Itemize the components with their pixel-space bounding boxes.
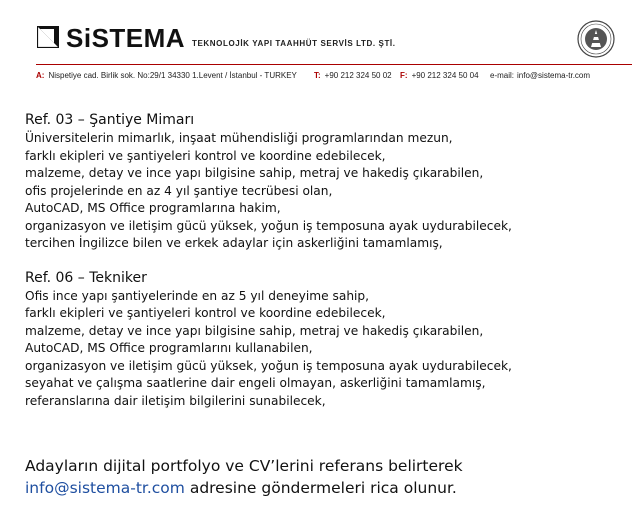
telephone: T: +90 212 324 50 02 [314,71,392,80]
job-title: Ref. 06 – Tekniker [25,269,147,286]
apply-email-link[interactable]: info@sistema-tr.com [25,479,185,497]
job-requirement: seyahat ve çalışma saatlerine dair engeli olmayan, askerliğini tamamlamış, [25,376,486,390]
job-requirement: malzeme, detay ve ince yapı bilgisine sahip, metraj ve hakediş çıkarabilen, [25,166,484,180]
fax: F: +90 212 324 50 04 [400,71,479,80]
job-requirement: malzeme, detay ve ince yapı bilgisine sahip, metraj ve hakediş çıkarabilen, [25,323,484,338]
company-name: SiSTEMA [66,23,186,53]
job-requirement: organizasyon ve iletişim gücü yüksek, yoğun iş temposuna ayak uydurabilecek, [25,358,512,373]
letterhead [0,0,640,90]
job-listings [25,110,625,410]
job-posting-ref-06 [25,268,625,411]
job-requirement: farklı ekipleri ve şantiyeleri kontrol ve koordine edebilecek, [25,148,386,163]
certification-seal-icon [577,20,615,58]
closing-line-2 [25,477,625,499]
job-requirement: AutoCAD, MS Office programlarını kullanabilen, [25,341,313,355]
address: A: Nispetiye cad. Birlik sok. No:29/1 34330 1.Levent / İstanbul - TURKEY [36,71,297,80]
closing-line-2-text: adresine göndermeleri rica olunur. [184,479,457,497]
contact-line [36,71,636,80]
header-email: e-mail: info@sistema-tr.com [490,71,591,80]
company-tagline: TEKNOLOJİK YAPI TAAHHÜT SERVİS LTD. ŞTİ. [192,39,396,48]
closing-line-1: Adayların dijital portfolyo ve CV’lerini referans belirterek [25,457,463,475]
job-requirement: organizasyon ve iletişim gücü yüksek, yoğun iş temposuna ayak uydurabilecek, [25,218,512,233]
job-title: Ref. 03 – Şantiye Mimarı [25,112,195,128]
closing-note [25,455,625,499]
job-requirement: ofis projelerinde en az 4 yıl şantiye tecrübesi olan, [25,183,333,198]
job-posting-ref-03 [25,110,625,253]
job-requirement: AutoCAD, MS Office programlarına hakim, [25,201,281,215]
job-requirement: farklı ekipleri ve şantiyeleri kontrol ve koordine edebilecek, [25,306,386,320]
sistema-logo-icon [37,26,59,48]
job-requirement: tercihen İngilizce bilen ve erkek adaylar için askerliğini tamamlamış, [25,236,443,250]
job-requirement: Ofis ince yapı şantiyelerinde en az 5 yıl deneyime sahip, [25,288,370,303]
header-divider [36,64,632,65]
job-requirement: Üniversitelerin mimarlık, inşaat mühendisliği programlarından mezun, [25,131,453,145]
job-requirement: referanslarına dair iletişim bilgilerini sunabilecek, [25,393,326,408]
